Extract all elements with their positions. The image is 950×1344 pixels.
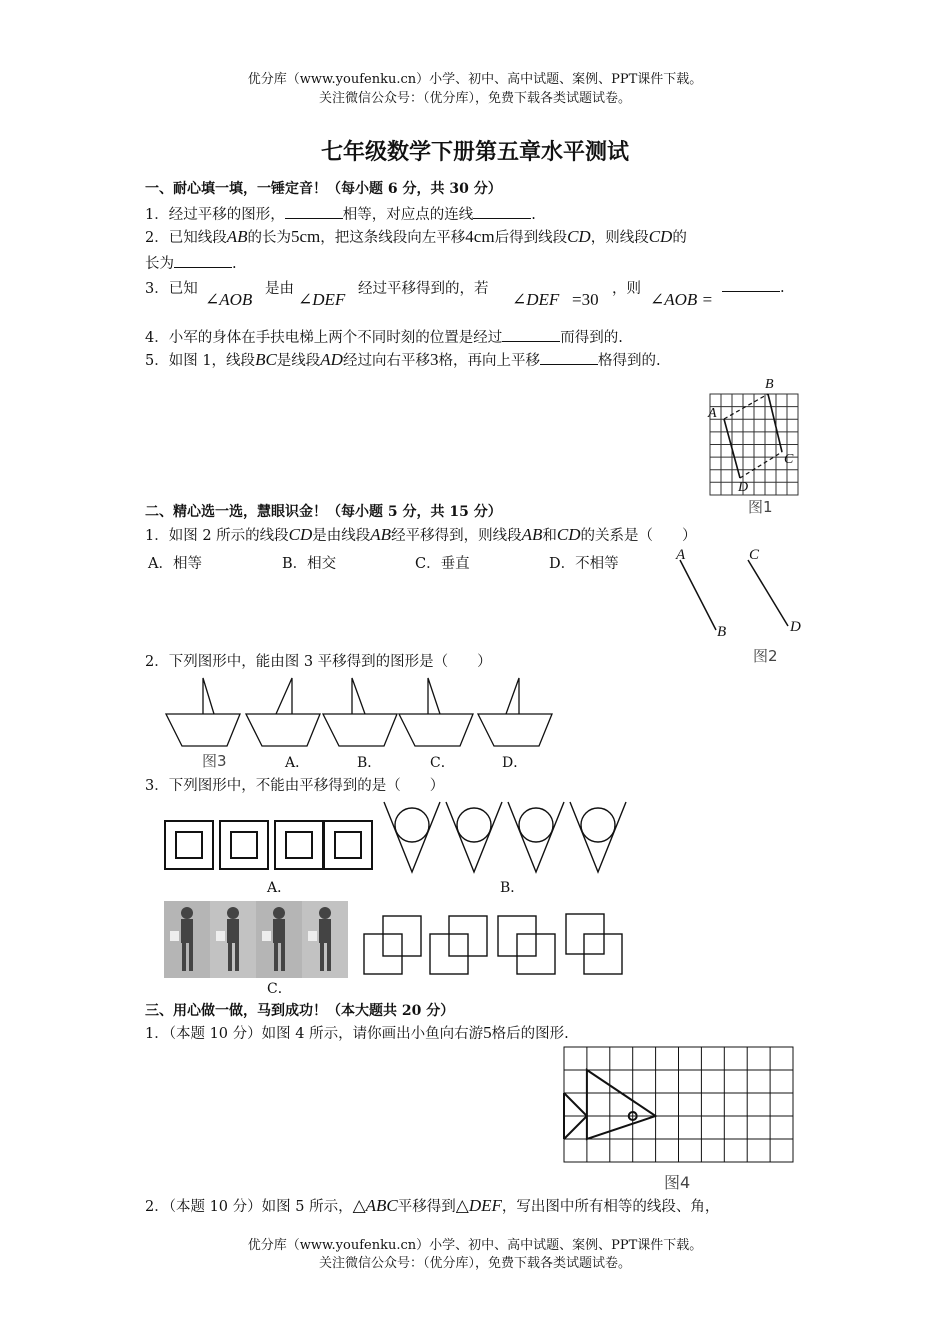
s1-q2-text-a: 2．已知线段 bbox=[145, 230, 227, 246]
section2-heading: 二、精心选一选，慧眼识金！（每小题 5 分，共 15 分） bbox=[145, 504, 502, 520]
fig1-label-a: A bbox=[708, 406, 717, 421]
s1-q2-text-f: 的 bbox=[672, 230, 687, 246]
s2-q1-text-b: 是由线段 bbox=[312, 528, 371, 544]
s1-q4-text-b: 而得到的. bbox=[560, 330, 623, 346]
answer-blank[interactable] bbox=[174, 253, 232, 268]
fig2-label-c: C bbox=[749, 547, 760, 563]
s3-q1-text-b: 格后的图形. bbox=[491, 1026, 569, 1042]
figure4-fish-grid[interactable] bbox=[563, 1046, 795, 1164]
s1-q2-text-d: 后得到线段 bbox=[494, 230, 568, 246]
s1-q3-text-c: 经过平移得到的，若 bbox=[358, 281, 489, 297]
s1-q3-text-e: . bbox=[780, 280, 785, 296]
s2-q1-text-d: 和 bbox=[542, 528, 557, 544]
math-len1: 5cm bbox=[291, 227, 321, 246]
math-ad: AD bbox=[320, 350, 343, 369]
option-b-cones bbox=[382, 800, 628, 876]
s3-q1-text-a: 1．（本题 10 分）如图 4 所示，请你画出小鱼向右游 bbox=[145, 1026, 484, 1042]
math-cd: CD bbox=[567, 227, 591, 246]
option-a-nested-squares bbox=[164, 820, 374, 872]
s2-q1-option-a[interactable]: A．相等 bbox=[148, 556, 202, 572]
s1-q5-text-a: 5．如图 1，线段 bbox=[145, 353, 256, 369]
fig2-label-b: B bbox=[717, 624, 727, 640]
s2-q1 bbox=[145, 524, 696, 545]
s3-q1 bbox=[145, 1022, 569, 1043]
s1-q5-text-c: 经过向右平移 bbox=[342, 353, 430, 369]
math-3: 3 bbox=[429, 350, 439, 369]
s1-q2-text-g: 长为 bbox=[145, 256, 174, 272]
math-triangle-def: △DEF bbox=[455, 1196, 502, 1215]
s1-q5-text-b: 是线段 bbox=[276, 353, 321, 369]
page-title: 七年级数学下册第五章水平测试 bbox=[320, 139, 629, 165]
fig1-caption: 图1 bbox=[748, 498, 773, 516]
s1-q2-text-c: ，把这条线段向左平移 bbox=[320, 230, 466, 246]
s1-q3-blank bbox=[722, 277, 785, 296]
figure3-boats bbox=[160, 672, 560, 750]
math-cd: CD bbox=[288, 525, 313, 544]
fig3-option-c[interactable]: C． bbox=[430, 755, 455, 771]
s1-q3-text-d: ，则 bbox=[612, 281, 641, 297]
math-len2: 4cm bbox=[465, 227, 495, 246]
s2-q3-option-a[interactable]: A． bbox=[267, 880, 292, 896]
math-ab: AB bbox=[226, 227, 248, 246]
math-bc: BC bbox=[255, 350, 277, 369]
answer-blank[interactable] bbox=[502, 327, 560, 342]
s1-q3 bbox=[145, 277, 198, 298]
s3-q2-text-a: 2．（本题 10 分）如图 5 所示， bbox=[145, 1199, 353, 1215]
s1-q3-text-a: 3．已知 bbox=[145, 281, 198, 297]
fig3-option-a[interactable]: A． bbox=[285, 755, 310, 771]
s2-q1-option-d[interactable]: D．不相等 bbox=[549, 556, 619, 572]
option-d-overlapping-squares bbox=[362, 912, 628, 978]
math-angle-aob-2: ∠AOB = bbox=[650, 290, 714, 309]
s2-q2-text: 2．下列图形中，能由图 3 平移得到的图形是（ ） bbox=[145, 654, 492, 670]
s1-q3-text-b: 是由 bbox=[265, 281, 294, 297]
section1-heading: 一、耐心填一填，一锤定音！（每小题 6 分，共 30 分） bbox=[145, 181, 502, 197]
header-line-1: 优分库（www.youfenku.cn）小学、初中、高中试题、案例、PPT课件下载。 bbox=[247, 72, 703, 87]
s3-q2-text-c: ，写出图中所有相等的线段、角， bbox=[501, 1199, 720, 1215]
option-c-photo-strip bbox=[164, 901, 348, 978]
s1-q2-text-e: ，则线段 bbox=[590, 230, 649, 246]
s1-q2-text-b: 的长为 bbox=[247, 230, 292, 246]
answer-blank[interactable] bbox=[722, 277, 780, 292]
math-angle-aob: ∠AOB bbox=[205, 290, 253, 309]
math-angle-def-2: ∠DEF bbox=[512, 290, 560, 309]
fig3-caption: 图3 bbox=[202, 752, 227, 770]
s1-q1-text-a: 1．经过平移的图形， bbox=[145, 207, 285, 223]
math-eq-30: =30 bbox=[572, 290, 599, 309]
fig3-option-d[interactable]: D． bbox=[502, 755, 528, 771]
answer-blank[interactable] bbox=[285, 204, 343, 219]
fig4-caption: 图4 bbox=[664, 1173, 691, 1192]
s1-q5-text-d: 格，再向上平移 bbox=[438, 353, 540, 369]
fig3-option-b[interactable]: B． bbox=[357, 755, 382, 771]
s1-q5 bbox=[145, 349, 661, 370]
fig2-label-d: D bbox=[790, 619, 801, 635]
s1-q2-text-h: . bbox=[232, 256, 237, 272]
s2-q3-text: 3．下列图形中，不能由平移得到的是（ ） bbox=[145, 778, 445, 794]
s2-q1-text-a: 1．如图 2 所示的线段 bbox=[145, 528, 289, 544]
s2-q1-option-b[interactable]: B．相交 bbox=[282, 556, 337, 572]
math-5: 5 bbox=[483, 1023, 492, 1042]
s1-q4-text-a: 4．小军的身体在手扶电梯上两个不同时刻的位置是经过 bbox=[145, 330, 503, 346]
s2-q3-option-c[interactable]: C． bbox=[267, 981, 292, 997]
math-cd-2: CD bbox=[556, 525, 581, 544]
math-cd2: CD bbox=[648, 227, 673, 246]
s1-q2 bbox=[145, 226, 687, 247]
s3-q2-text-b: 平移得到 bbox=[397, 1199, 456, 1215]
fig1-label-c: C bbox=[784, 452, 794, 467]
s2-q1-text-c: 经平移得到，则线段 bbox=[391, 528, 522, 544]
s1-q1-text-c: . bbox=[531, 207, 536, 223]
fig2-label-a: A bbox=[676, 547, 686, 563]
walking-figures-image bbox=[164, 901, 348, 978]
s1-q1-text-b: 相等，对应点的连线 bbox=[342, 207, 474, 223]
fig1-label-d: D bbox=[738, 480, 749, 495]
footer-line-1: 优分库（www.youfenku.cn）小学、初中、高中试题、案例、PPT课件下载。 bbox=[247, 1238, 703, 1253]
answer-blank[interactable] bbox=[473, 204, 531, 219]
figure1-grid bbox=[710, 392, 800, 496]
header-line-2: 关注微信公众号：（优分库），免费下载各类试题试卷。 bbox=[318, 91, 631, 106]
section3-heading: 三、用心做一做，马到成功！（本大题共 20 分） bbox=[145, 1003, 455, 1019]
math-angle-def: ∠DEF bbox=[298, 290, 346, 309]
figure2-segments bbox=[670, 548, 810, 648]
s2-q3-option-b[interactable]: B． bbox=[500, 880, 525, 896]
answer-blank[interactable] bbox=[540, 350, 598, 365]
math-ab-2: AB bbox=[521, 525, 543, 544]
s2-q1-text-e: 的关系是（ ） bbox=[580, 528, 697, 544]
s2-q1-option-c[interactable]: C．垂直 bbox=[415, 556, 470, 572]
s1-q2-cont bbox=[145, 252, 237, 273]
s1-q5-text-e: 格得到的. bbox=[597, 353, 661, 369]
footer-line-2: 关注微信公众号：（优分库），免费下载各类试题试卷。 bbox=[318, 1256, 631, 1271]
s3-q2 bbox=[145, 1195, 719, 1216]
fig2-caption: 图2 bbox=[753, 647, 778, 665]
math-ab: AB bbox=[370, 525, 392, 544]
fig1-label-b: B bbox=[765, 377, 774, 392]
math-triangle-abc: △ABC bbox=[352, 1196, 398, 1215]
s1-q4 bbox=[145, 326, 623, 347]
s1-q1 bbox=[145, 203, 536, 224]
